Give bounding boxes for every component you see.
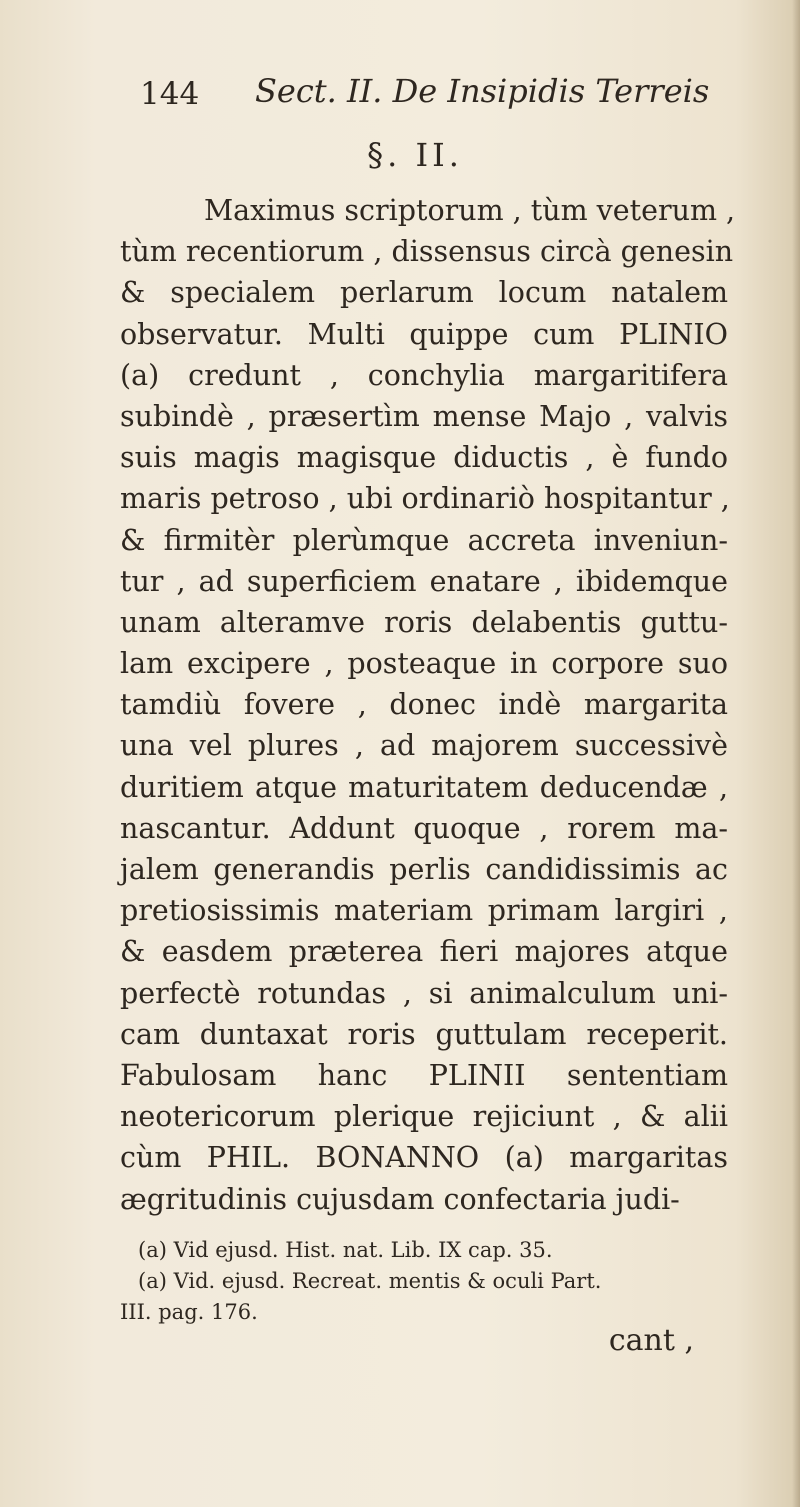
page-header [140,72,710,122]
text-line: tùm recentiorum , dissensus circà genesin [120,235,734,269]
text-line: neotericorum plerique rejiciunt , & alii [120,1100,728,1134]
text-line: maris petroso , ubi ordinariò hospitantur , [120,482,730,516]
running-head: Sect. II. De Insipidis Terreis [255,72,710,110]
footnotes [120,1235,730,1328]
main-paragraph [120,190,736,1220]
text-line: cùm PHIL. BONANNO (a) margaritas [120,1141,728,1175]
text-line: tur , ad superficiem enatare , ibidemque [120,564,728,598]
text-line: Maximus scriptorum , tùm veterum , [204,194,736,227]
text-line: (a) credunt , conchylia margaritifera [120,358,728,392]
text-line: subindè , præsertìm mense Majo , valvis [120,399,728,433]
catchword: cant , [608,1323,694,1358]
text-line: observatur. Multi quippe cum PLINIO [120,317,728,351]
text-line: unam alteramve roris delabentis guttu- [120,605,728,639]
page-number: 144 [140,76,200,112]
footnote: (a) Vid ejusd. Hist. nat. Lib. IX cap. 35. [138,1238,553,1262]
page-edge-shadow [792,0,800,1507]
footnote-continuation: III. pag. 176. [120,1300,258,1324]
text-line: lam excipere , posteaque in corpore suo [120,647,728,681]
text-line: & easdem præterea fieri majores atque [120,935,728,969]
text-line: pretiosissimis materiam primam largiri , [120,894,728,928]
text-line: nascantur. Addunt quoque , rorem ma- [120,811,728,845]
footnote: (a) Vid. ejusd. Recreat. mentis & oculi Part. [138,1269,602,1293]
section-heading: §. II. [367,136,463,174]
text-line: duritiem atque maturitatem deducendæ , [120,770,728,804]
text-line: & specialem perlarum locum natalem [120,276,728,310]
text-line: una vel plures , ad majorem successivè [120,729,728,763]
text-line: cam duntaxat roris guttulam receperit. [120,1017,728,1051]
text-line: suis magis magisque diductis , è fundo [120,441,728,475]
text-line: Fabulosam hanc PLINII sententiam [120,1058,728,1092]
text-line: tamdiù fovere , donec indè margarita [120,688,728,722]
text-line: ægritudinis cujusdam confectaria judi- [120,1182,680,1216]
text-line: perfectè rotundas , si animalculum uni- [120,976,728,1010]
text-line: jalem generandis perlis candidissimis ac [120,853,728,886]
text-line: & firmitèr plerùmque accreta inveniun- [120,523,728,557]
